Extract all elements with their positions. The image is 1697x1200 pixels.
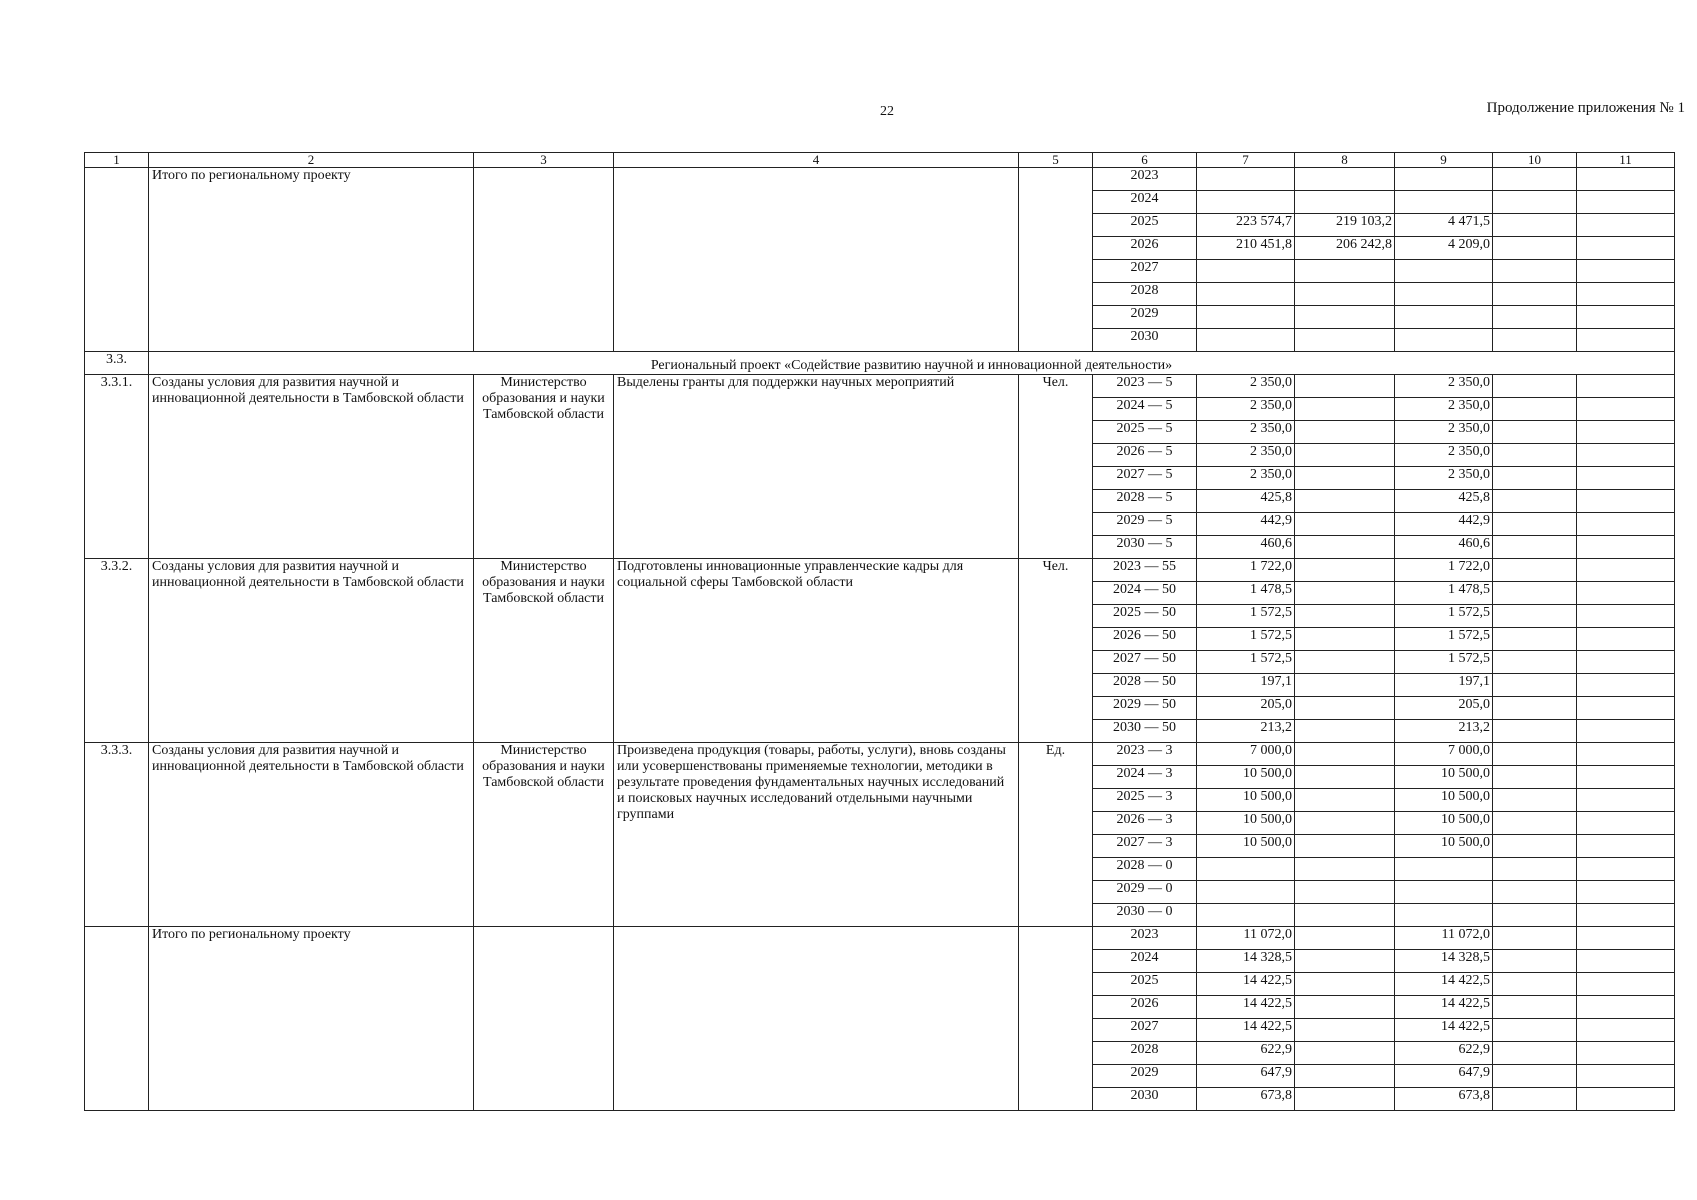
amount-federal [1295,789,1395,812]
item-number [85,927,149,1111]
amount-regional: 1 572,5 [1395,651,1493,674]
year-value: 2023 — 5 [1093,375,1197,398]
amount-other [1577,306,1675,329]
amount-regional: 2 350,0 [1395,375,1493,398]
amount-local [1493,605,1577,628]
amount-local [1493,858,1577,881]
amount-other [1577,559,1675,582]
amount-federal [1295,329,1395,352]
amount-other [1577,766,1675,789]
amount-federal [1295,375,1395,398]
amount-local [1493,536,1577,559]
amount-federal [1295,306,1395,329]
year-value: 2024 — 50 [1093,582,1197,605]
expected-result: Подготовлены инновационные управленческие кадры для социальной сферы Тамбовской области [614,559,1019,743]
amount-federal [1295,927,1395,950]
table-row [85,927,1675,950]
amount-regional: 1 572,5 [1395,628,1493,651]
year-value: 2029 [1093,306,1197,329]
amount-regional: 622,9 [1395,1042,1493,1065]
amount-local [1493,1065,1577,1088]
amount-local [1493,421,1577,444]
amount-total: 2 350,0 [1197,375,1295,398]
amount-regional [1395,858,1493,881]
amount-other [1577,375,1675,398]
section-number: 3.3. [85,352,149,375]
item-name: Созданы условия для развития научной и инновационной деятельности в Тамбовской области [149,559,474,743]
column-number: 9 [1395,153,1493,168]
amount-local [1493,697,1577,720]
year-value: 2027 — 3 [1093,835,1197,858]
responsible-executor: Министерство образования и науки Тамбовской области [474,743,614,927]
amount-local [1493,467,1577,490]
amount-total [1197,191,1295,214]
year-value: 2026 — 5 [1093,444,1197,467]
amount-local [1493,789,1577,812]
amount-regional: 2 350,0 [1395,467,1493,490]
year-value: 2026 — 3 [1093,812,1197,835]
amount-regional [1395,260,1493,283]
amount-other [1577,329,1675,352]
amount-other [1577,927,1675,950]
amount-other [1577,904,1675,927]
amount-total [1197,306,1295,329]
amount-total: 1 478,5 [1197,582,1295,605]
amount-other [1577,651,1675,674]
year-value: 2025 [1093,973,1197,996]
amount-local [1493,812,1577,835]
amount-regional: 14 328,5 [1395,950,1493,973]
amount-regional [1395,329,1493,352]
amount-other [1577,1065,1675,1088]
amount-other [1577,490,1675,513]
year-value: 2024 — 3 [1093,766,1197,789]
year-value: 2029 [1093,1065,1197,1088]
amount-regional: 11 072,0 [1395,927,1493,950]
amount-local [1493,168,1577,191]
amount-total: 1 572,5 [1197,628,1295,651]
amount-federal [1295,743,1395,766]
amount-regional: 14 422,5 [1395,973,1493,996]
column-number: 5 [1019,153,1093,168]
column-number: 3 [474,153,614,168]
column-number: 8 [1295,153,1395,168]
amount-other [1577,605,1675,628]
amount-federal [1295,858,1395,881]
amount-total: 647,9 [1197,1065,1295,1088]
amount-total: 2 350,0 [1197,444,1295,467]
amount-local [1493,375,1577,398]
amount-regional: 14 422,5 [1395,1019,1493,1042]
year-value: 2030 — 0 [1093,904,1197,927]
amount-local [1493,766,1577,789]
amount-other [1577,674,1675,697]
amount-other [1577,835,1675,858]
year-value: 2024 — 5 [1093,398,1197,421]
amount-total: 213,2 [1197,720,1295,743]
section-title: Региональный проект «Содействие развитию научной и инновационной деятельности» [149,352,1675,375]
amount-total: 14 422,5 [1197,1019,1295,1042]
expected-result: Произведена продукция (товары, работы, услуги), вновь созданы или усовершенствованы применяемые технологии, методики в результате проведения фундаментальных научных исследований и поисковых научных исследований отдельными научными группами [614,743,1019,927]
amount-other [1577,743,1675,766]
expected-result [614,927,1019,1111]
amount-local [1493,1019,1577,1042]
amount-regional: 197,1 [1395,674,1493,697]
year-value: 2028 — 5 [1093,490,1197,513]
amount-federal [1295,904,1395,927]
amount-federal [1295,490,1395,513]
amount-total: 2 350,0 [1197,421,1295,444]
amount-regional: 460,6 [1395,536,1493,559]
amount-federal: 206 242,8 [1295,237,1395,260]
amount-total: 210 451,8 [1197,237,1295,260]
unit-of-measure: Чел. [1019,375,1093,559]
amount-federal [1295,398,1395,421]
amount-other [1577,628,1675,651]
amount-total: 10 500,0 [1197,789,1295,812]
table-row [85,559,1675,582]
amount-regional: 1 572,5 [1395,605,1493,628]
amount-local [1493,651,1577,674]
unit-of-measure [1019,168,1093,352]
year-value: 2026 — 50 [1093,628,1197,651]
table-row [85,375,1675,398]
amount-federal [1295,720,1395,743]
amount-total [1197,168,1295,191]
amount-other [1577,720,1675,743]
amount-total [1197,260,1295,283]
amount-federal [1295,536,1395,559]
amount-local [1493,1042,1577,1065]
year-value: 2027 — 50 [1093,651,1197,674]
amount-total: 2 350,0 [1197,467,1295,490]
amount-regional: 14 422,5 [1395,996,1493,1019]
amount-total: 10 500,0 [1197,835,1295,858]
amount-local [1493,191,1577,214]
year-value: 2027 [1093,260,1197,283]
amount-total: 1 572,5 [1197,605,1295,628]
amount-other [1577,237,1675,260]
amount-local [1493,237,1577,260]
amount-local [1493,904,1577,927]
amount-total: 1 722,0 [1197,559,1295,582]
amount-federal [1295,1042,1395,1065]
year-value: 2030 — 50 [1093,720,1197,743]
page-number: 22 [880,104,894,119]
amount-other [1577,996,1675,1019]
year-value: 2028 [1093,1042,1197,1065]
amount-regional [1395,283,1493,306]
amount-total: 7 000,0 [1197,743,1295,766]
amount-local [1493,329,1577,352]
year-value: 2030 — 5 [1093,536,1197,559]
amount-total: 223 574,7 [1197,214,1295,237]
amount-total: 442,9 [1197,513,1295,536]
amount-total [1197,329,1295,352]
amount-regional: 2 350,0 [1395,398,1493,421]
amount-regional: 2 350,0 [1395,444,1493,467]
year-value: 2025 — 50 [1093,605,1197,628]
amount-local [1493,996,1577,1019]
amount-other [1577,214,1675,237]
column-number: 6 [1093,153,1197,168]
amount-federal [1295,467,1395,490]
amount-regional: 442,9 [1395,513,1493,536]
year-value: 2024 [1093,191,1197,214]
amount-federal: 219 103,2 [1295,214,1395,237]
amount-other [1577,950,1675,973]
year-value: 2023 — 55 [1093,559,1197,582]
amount-regional [1395,168,1493,191]
amount-federal [1295,996,1395,1019]
amount-total: 14 422,5 [1197,996,1295,1019]
amount-regional: 10 500,0 [1395,789,1493,812]
expected-result [614,168,1019,352]
amount-total: 197,1 [1197,674,1295,697]
amount-regional: 4 471,5 [1395,214,1493,237]
amount-federal [1295,444,1395,467]
amount-federal [1295,881,1395,904]
amount-federal [1295,582,1395,605]
year-value: 2027 — 5 [1093,467,1197,490]
amount-local [1493,306,1577,329]
amount-local [1493,559,1577,582]
amount-other [1577,582,1675,605]
expected-result: Выделены гранты для поддержки научных мероприятий [614,375,1019,559]
year-value: 2023 [1093,927,1197,950]
amount-federal [1295,628,1395,651]
amount-regional [1395,191,1493,214]
table-body [85,153,1675,1111]
year-value: 2025 — 5 [1093,421,1197,444]
amount-local [1493,973,1577,996]
amount-local [1493,720,1577,743]
amount-total: 2 350,0 [1197,398,1295,421]
item-name: Созданы условия для развития научной и инновационной деятельности в Тамбовской области [149,375,474,559]
amount-other [1577,283,1675,306]
amount-federal [1295,973,1395,996]
appendix-continuation-note: Продолжение приложения № 1 [1486,100,1685,116]
column-number: 10 [1493,153,1577,168]
amount-other [1577,1019,1675,1042]
amount-total [1197,881,1295,904]
year-value: 2029 — 50 [1093,697,1197,720]
amount-other [1577,168,1675,191]
amount-regional: 10 500,0 [1395,835,1493,858]
amount-other [1577,467,1675,490]
amount-local [1493,950,1577,973]
unit-of-measure: Чел. [1019,559,1093,743]
amount-other [1577,973,1675,996]
amount-other [1577,421,1675,444]
amount-federal [1295,605,1395,628]
amount-local [1493,628,1577,651]
amount-federal [1295,697,1395,720]
column-number: 1 [85,153,149,168]
amount-federal [1295,950,1395,973]
year-value: 2025 [1093,214,1197,237]
amount-other [1577,858,1675,881]
responsible-executor [474,168,614,352]
amount-regional: 673,8 [1395,1088,1493,1111]
amount-regional: 10 500,0 [1395,766,1493,789]
amount-federal [1295,835,1395,858]
amount-other [1577,513,1675,536]
amount-total [1197,858,1295,881]
amount-local [1493,490,1577,513]
amount-regional: 10 500,0 [1395,812,1493,835]
year-value: 2029 — 5 [1093,513,1197,536]
amount-local [1493,835,1577,858]
amount-local [1493,674,1577,697]
amount-local [1493,927,1577,950]
amount-federal [1295,191,1395,214]
amount-total: 460,6 [1197,536,1295,559]
amount-federal [1295,283,1395,306]
amount-regional: 647,9 [1395,1065,1493,1088]
amount-local [1493,214,1577,237]
item-number: 3.3.1. [85,375,149,559]
amount-other [1577,697,1675,720]
amount-other [1577,536,1675,559]
amount-regional: 1 722,0 [1395,559,1493,582]
year-value: 2028 [1093,283,1197,306]
year-value: 2027 [1093,1019,1197,1042]
amount-federal [1295,168,1395,191]
section-row [85,352,1675,375]
amount-federal [1295,1088,1395,1111]
year-value: 2030 [1093,1088,1197,1111]
item-name: Итого по региональному проекту [149,168,474,352]
amount-federal [1295,766,1395,789]
amount-other [1577,191,1675,214]
amount-regional [1395,904,1493,927]
item-number: 3.3.3. [85,743,149,927]
table-row [85,168,1675,191]
amount-federal [1295,1019,1395,1042]
year-value: 2028 — 50 [1093,674,1197,697]
item-name: Созданы условия для развития научной и инновационной деятельности в Тамбовской области [149,743,474,927]
amount-total [1197,283,1295,306]
amount-other [1577,789,1675,812]
column-number: 4 [614,153,1019,168]
column-number-row [85,153,1675,168]
unit-of-measure: Ед. [1019,743,1093,927]
table-row [85,743,1675,766]
amount-total: 425,8 [1197,490,1295,513]
item-number: 3.3.2. [85,559,149,743]
responsible-executor: Министерство образования и науки Тамбовской области [474,559,614,743]
amount-total: 10 500,0 [1197,812,1295,835]
amount-regional: 7 000,0 [1395,743,1493,766]
year-value: 2029 — 0 [1093,881,1197,904]
amount-total: 1 572,5 [1197,651,1295,674]
amount-total: 11 072,0 [1197,927,1295,950]
amount-regional: 213,2 [1395,720,1493,743]
amount-federal [1295,651,1395,674]
amount-total: 14 328,5 [1197,950,1295,973]
year-value: 2023 — 3 [1093,743,1197,766]
item-number [85,168,149,352]
amount-local [1493,260,1577,283]
amount-federal [1295,674,1395,697]
amount-other [1577,881,1675,904]
year-value: 2024 [1093,950,1197,973]
year-value: 2026 [1093,237,1197,260]
amount-local [1493,513,1577,536]
amount-total: 10 500,0 [1197,766,1295,789]
column-number: 2 [149,153,474,168]
amount-federal [1295,421,1395,444]
column-number: 11 [1577,153,1675,168]
year-value: 2030 [1093,329,1197,352]
amount-local [1493,743,1577,766]
amount-regional: 205,0 [1395,697,1493,720]
amount-total: 673,8 [1197,1088,1295,1111]
responsible-executor: Министерство образования и науки Тамбовской области [474,375,614,559]
responsible-executor [474,927,614,1111]
amount-federal [1295,1065,1395,1088]
amount-other [1577,444,1675,467]
item-name: Итого по региональному проекту [149,927,474,1111]
year-value: 2028 — 0 [1093,858,1197,881]
amount-federal [1295,260,1395,283]
amount-local [1493,444,1577,467]
amount-federal [1295,513,1395,536]
year-value: 2026 [1093,996,1197,1019]
amount-local [1493,582,1577,605]
amount-local [1493,1088,1577,1111]
amount-federal [1295,559,1395,582]
amount-regional: 4 209,0 [1395,237,1493,260]
amount-other [1577,398,1675,421]
amount-total: 14 422,5 [1197,973,1295,996]
amount-regional: 425,8 [1395,490,1493,513]
amount-regional: 2 350,0 [1395,421,1493,444]
year-value: 2025 — 3 [1093,789,1197,812]
amount-local [1493,398,1577,421]
amount-other [1577,260,1675,283]
amount-federal [1295,812,1395,835]
amount-local [1493,283,1577,306]
amount-other [1577,1042,1675,1065]
amount-regional [1395,306,1493,329]
data-table [84,152,1675,1111]
year-value: 2023 [1093,168,1197,191]
column-number: 7 [1197,153,1295,168]
unit-of-measure [1019,927,1093,1111]
amount-local [1493,881,1577,904]
amount-other [1577,812,1675,835]
amount-total [1197,904,1295,927]
amount-regional [1395,881,1493,904]
amount-regional: 1 478,5 [1395,582,1493,605]
amount-total: 205,0 [1197,697,1295,720]
amount-total: 622,9 [1197,1042,1295,1065]
amount-other [1577,1088,1675,1111]
